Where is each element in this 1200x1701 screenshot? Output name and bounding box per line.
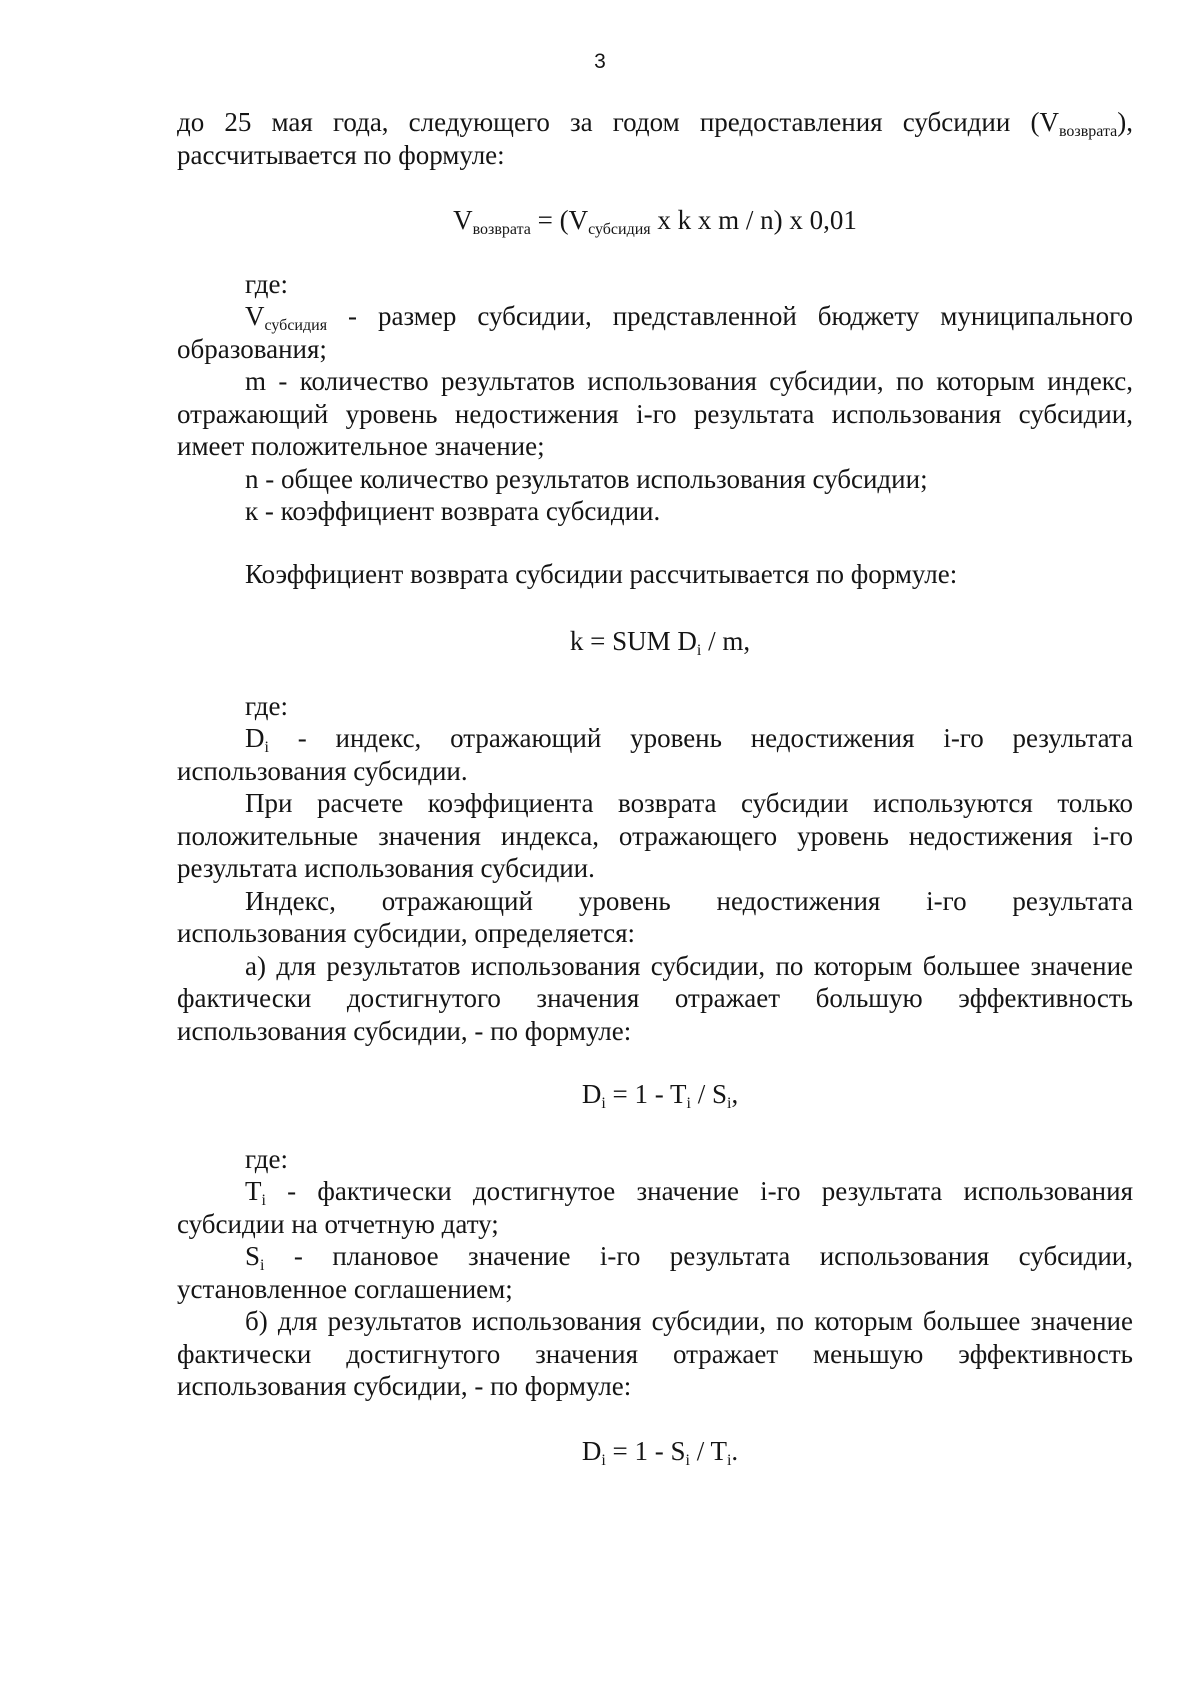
definition-s: $S_i$ - плановое значение i-го результата использования субсидии, [245,1241,1133,1274]
definition-k: к - коэффициент возврата субсидии. [245,496,661,526]
definition-t: $T_i$ - фактически достигнутое значение i-го результата использования [245,1176,1133,1209]
page-number: 3 [594,50,606,73]
formula-return-volume: $V_{возврата} = (V_{субсидия}$ x k x m / n) x 0,01 [453,205,857,238]
definition-t-end: субсидии на отчетную дату; [177,1208,499,1239]
where-label-1: где: [245,268,288,299]
return-amount-paragraph-end: рассчитывается по формуле: [177,139,505,170]
case-b-paragraph: б) для результатов использования субсидии, по которым большее значение фактически достигнутого значения отражает меньшую эффективность использования субсидии, - по формуле: [177,1306,1133,1401]
definition-d: $D_i$ - индекс, отражающий уровень недостижения i-го результата [245,723,1133,756]
formula-index-case-a: $D_i = 1 - T_i / S_i$, [581,1079,739,1112]
definition-n: n - общее количество результатов использования субсидии; [245,463,928,494]
where-label-3: где: [245,1143,288,1174]
definition-v-subsidy: $V_{субсидия}$ - размер субсидии, представленной бюджету муниципального [245,301,1133,334]
definition-d-end: использования субсидии. [177,755,468,786]
coefficient-intro: Коэффициент возврата субсидии рассчитывается по формуле: [245,558,958,589]
case-a-paragraph: а) для результатов использования субсидии, по которым большее значение фактически достигнутого значения отражает большую эффективность использования субсидии, - по формуле: [177,950,1133,1046]
index-definition-end: использования субсидии, определяется: [177,918,636,948]
definition-m: m - количество результатов использования субсидии, по которым индекс, отражающий уровень недостижения i-го результата использования субсидии, имеет положительное значение; [177,366,1133,461]
document-body [177,106,1133,1467]
positive-values-paragraph: При расчете коэффициента возврата субсидии используются только положительные значения индекса, отражающего уровень недостижения i-го результата использования субсидии. [177,788,1133,883]
where-label-2: где: [245,690,288,721]
return-amount-paragraph: до 25 мая года, следующего за годом предоставления субсидии $(V_{возврата})$, [177,107,1133,140]
formula-coefficient: k = SUM $D_i$ / m, [569,626,751,659]
definition-s-end: установленное соглашением; [177,1273,513,1304]
index-definition-line: Индекс, отражающий уровень недостижения i-го результата [245,885,1133,916]
definition-v-subsidy-end: образования; [177,333,327,364]
formula-index-case-b: $D_i = 1 - S_i / T_i$. [581,1435,739,1469]
